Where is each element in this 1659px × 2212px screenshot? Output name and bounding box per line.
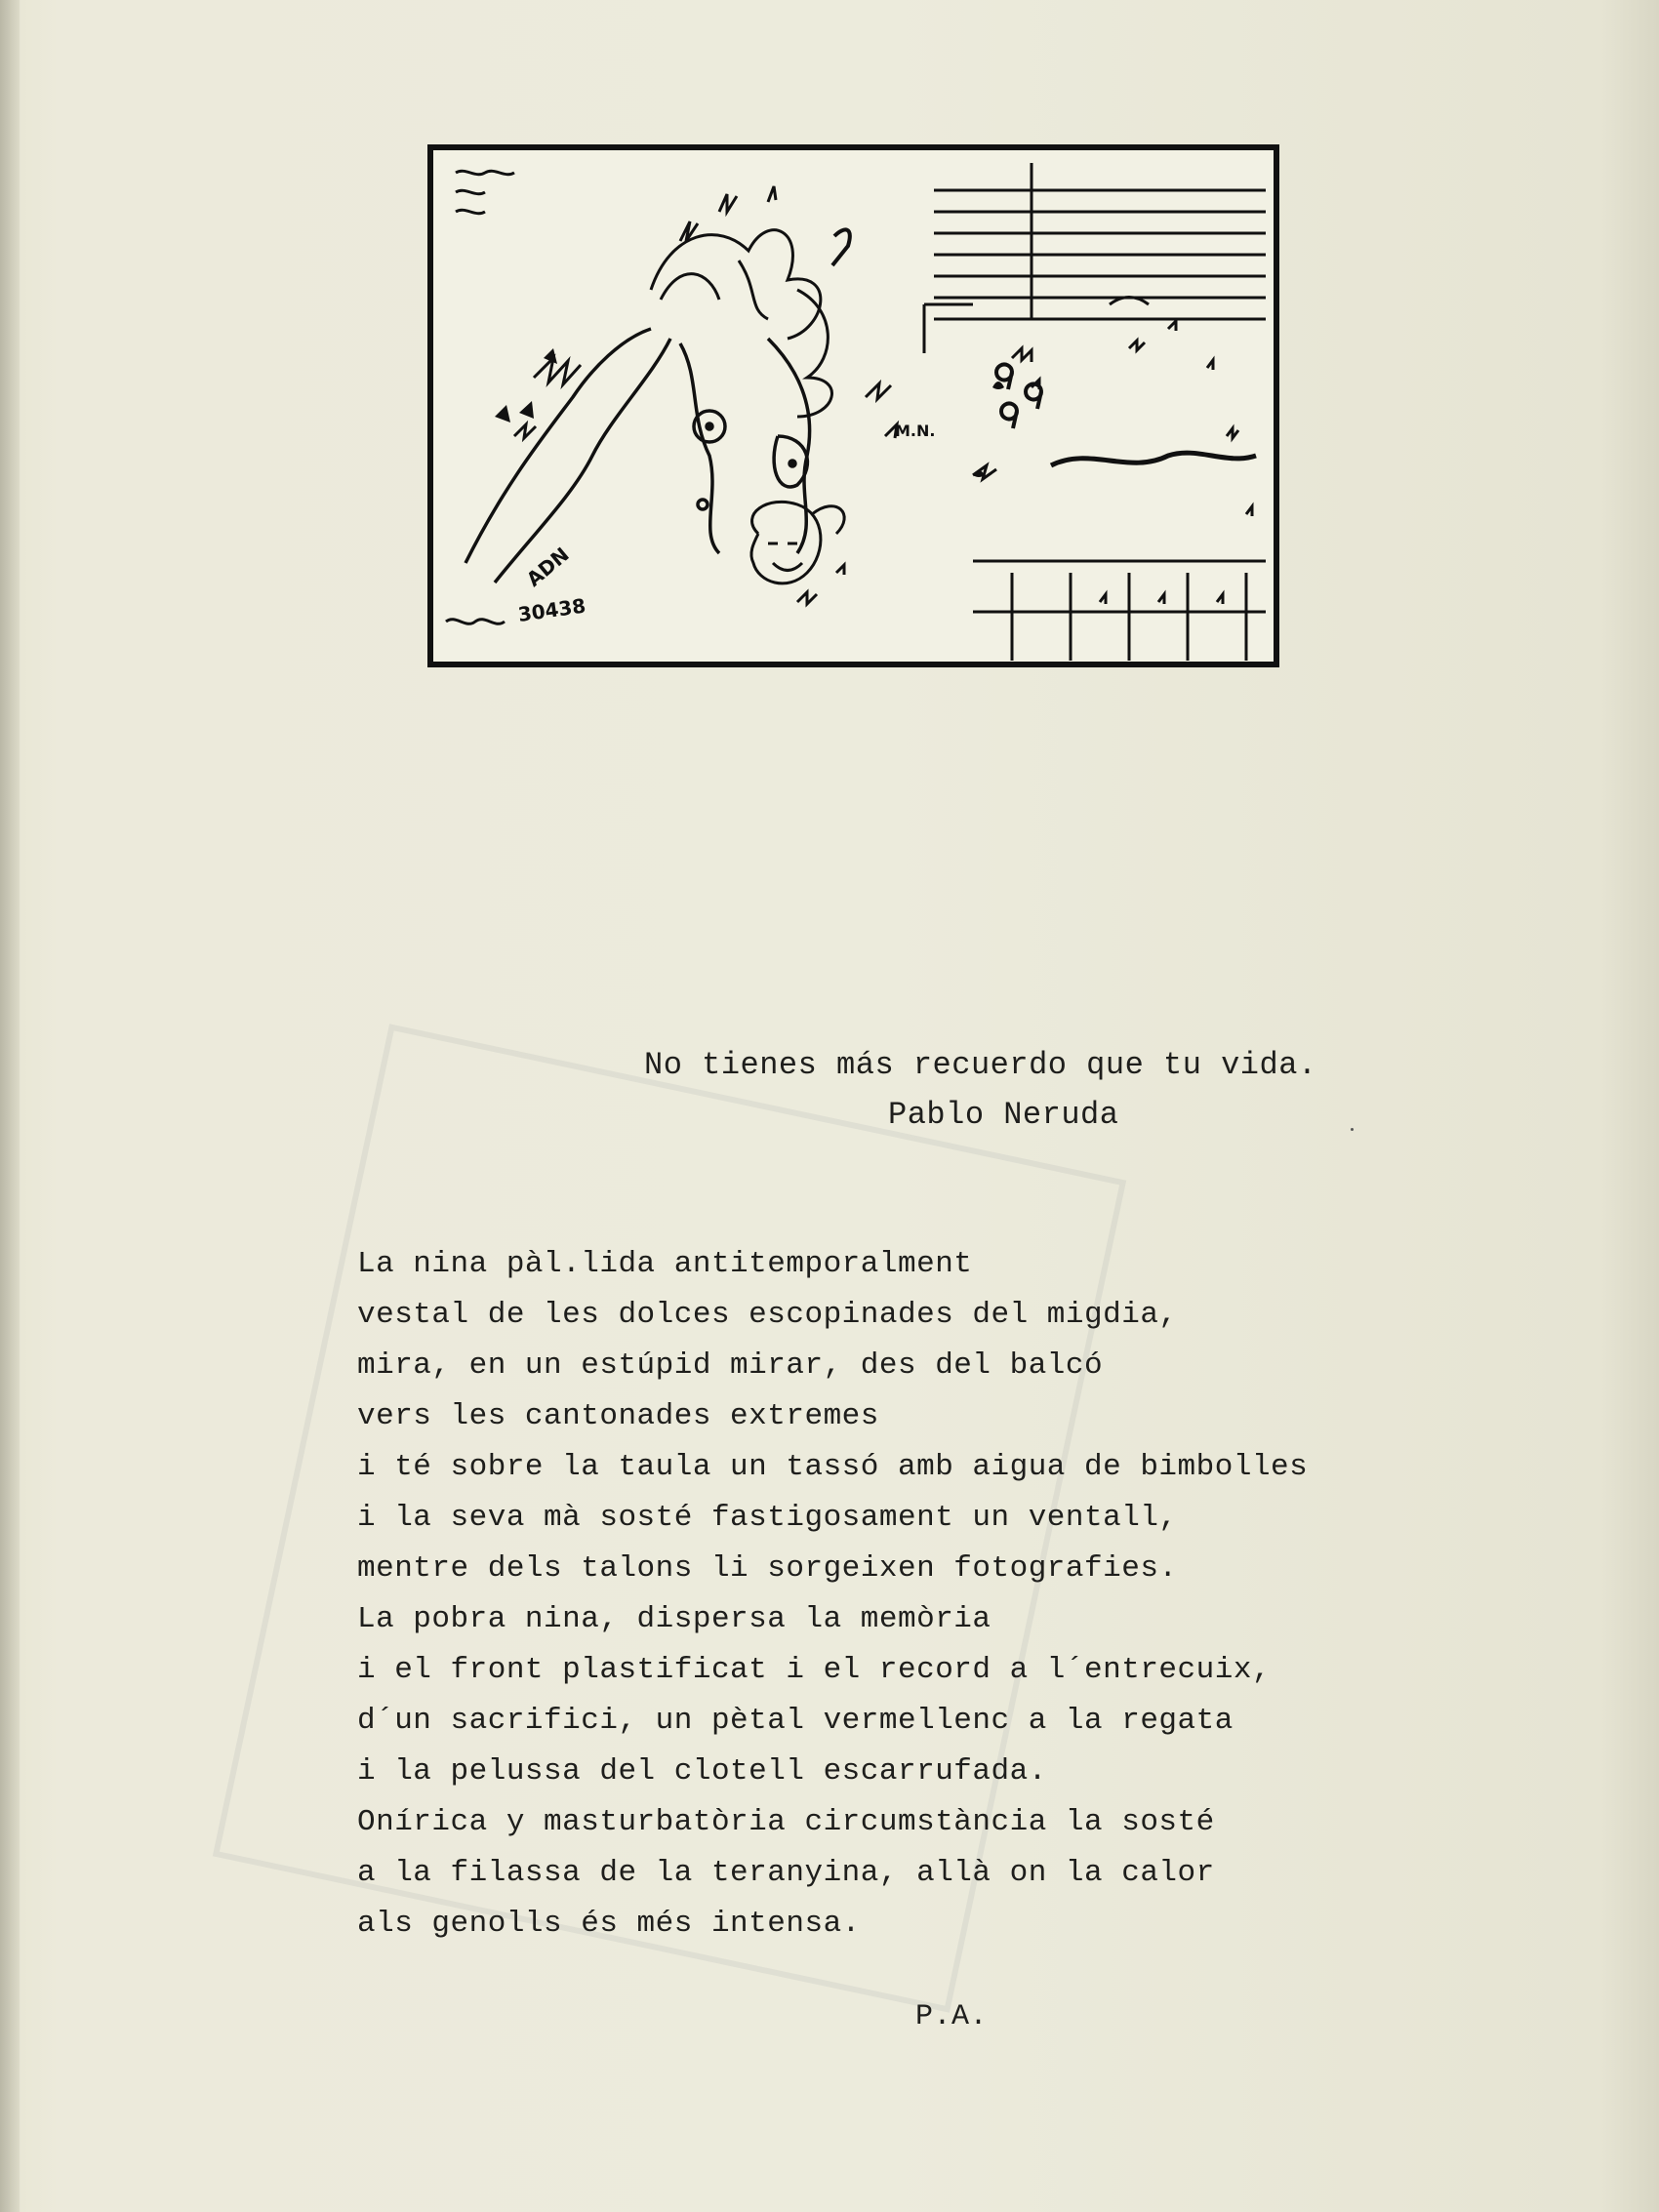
poem-line: mentre dels talons li sorgeixen fotografies. [357,1551,1178,1586]
poem-line: Onírica y masturbatòria circumstància la sosté [357,1805,1215,1839]
ink-illustration [426,143,1280,668]
epigraph-quote: No tienes más recuerdo que tu vida. [644,1047,1317,1083]
poem-line: i la seva mà sosté fastigosament un ventall, [357,1501,1178,1535]
stray-ink-dot [1351,1128,1354,1131]
author-initials: P.A. [915,2000,989,2033]
poem-line: La pobra nina, dispersa la memòria [357,1602,991,1636]
illustration-label-number: 30438 [516,593,587,626]
poem-line: mira, en un estúpid mirar, des del balcó [357,1348,1104,1383]
poem-line: vers les cantonades extremes [357,1399,879,1433]
epigraph-author: Pablo Neruda [888,1097,1119,1133]
illustration-label-mn: M.N. [895,422,936,440]
poem-line: i té sobre la taula un tassó amb aigua de bimbolles [357,1450,1309,1484]
poem-line: vestal de les dolces escopinades del migdia, [357,1298,1178,1332]
poem-line: i la pelussa del clotell escarrufada. [357,1754,1047,1789]
page-binding-edge [0,0,20,2212]
poem-line: d´un sacrifici, un pètal vermellenc a la regata [357,1704,1234,1738]
poem-line: a la filassa de la teranyina, allà on la calor [357,1856,1215,1890]
illustration-label-adn: ADN [521,543,574,591]
poem-line: als genolls és més intensa. [357,1907,861,1941]
poem [357,1239,1308,1950]
poem-line: i el front plastificat i el record a l´entrecuix, [357,1653,1272,1687]
poem-line: La nina pàl.lida antitemporalment [357,1247,973,1281]
